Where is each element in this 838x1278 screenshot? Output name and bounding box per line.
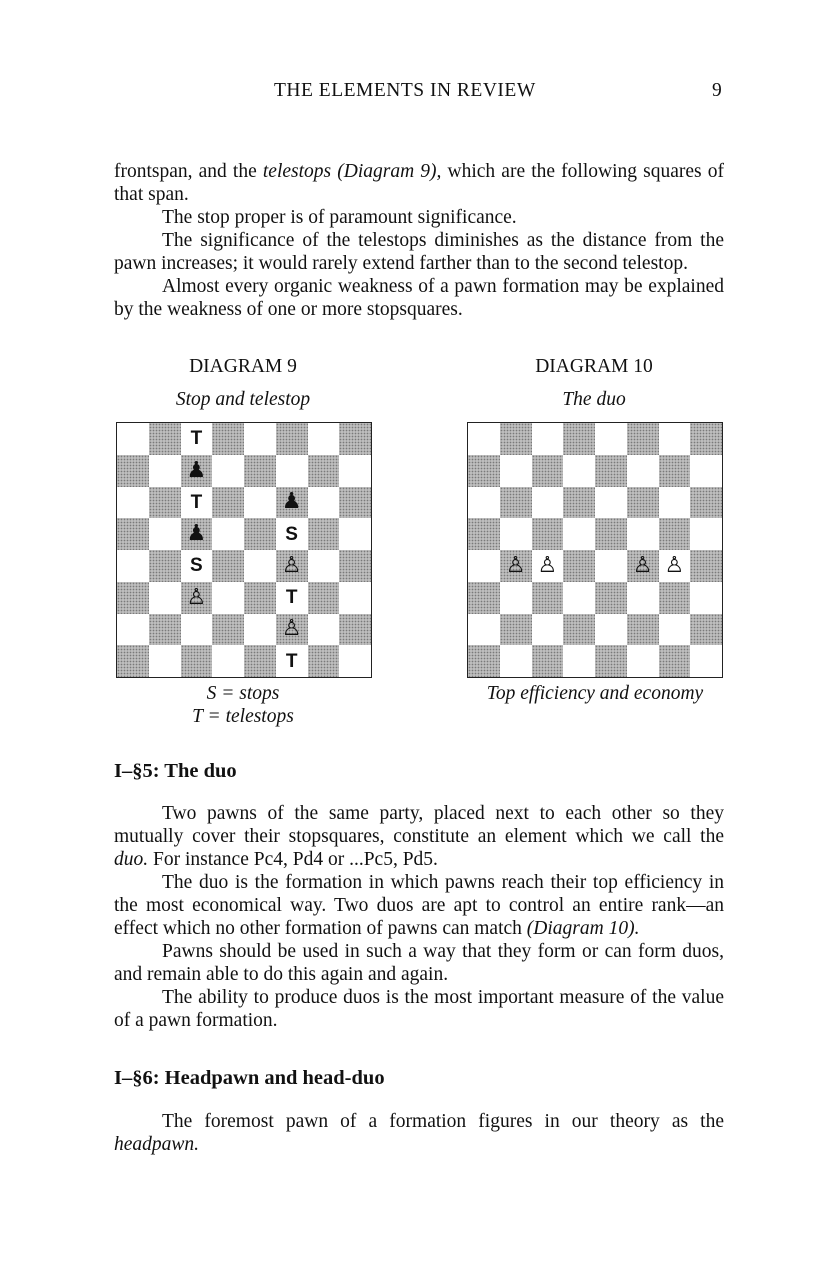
board-square xyxy=(690,487,722,519)
diagram-10-subtitle: The duo xyxy=(562,389,626,410)
board-square xyxy=(532,550,564,582)
board-square xyxy=(659,614,691,646)
board-square xyxy=(339,582,371,614)
board-square xyxy=(244,582,276,614)
paragraph: The duo is the formation in which pawns reach their top efficiency in the most economical way. Two duos are apt to control an entire rank—an effect which no other formation of pawns can match (Diagram 10). xyxy=(114,872,724,939)
board-square xyxy=(276,582,308,614)
stop-marker: S xyxy=(190,555,203,577)
board-square xyxy=(595,614,627,646)
board-square xyxy=(181,582,213,614)
board-square xyxy=(339,550,371,582)
stop-marker: S xyxy=(285,523,298,545)
board-square xyxy=(117,614,149,646)
board-square xyxy=(500,550,532,582)
board-square xyxy=(690,518,722,550)
white-pawn-icon: ♙ xyxy=(664,552,685,578)
diagram-9-subtitle: Stop and telestop xyxy=(175,389,311,410)
board-square xyxy=(690,582,722,614)
paragraph: The significance of the telestops diminishes as the distance from the pawn increases; it would rarely extend farther than to the second telestop. xyxy=(114,230,724,274)
board-square xyxy=(595,518,627,550)
board-square xyxy=(244,423,276,455)
board-square xyxy=(308,614,340,646)
board-square xyxy=(276,487,308,519)
board-square xyxy=(659,582,691,614)
board-square xyxy=(117,645,149,677)
board-square xyxy=(468,614,500,646)
board-square xyxy=(339,423,371,455)
board-square xyxy=(468,550,500,582)
board-square xyxy=(244,455,276,487)
board-square xyxy=(659,455,691,487)
board-square xyxy=(563,518,595,550)
board-square xyxy=(627,645,659,677)
diagram-9-caption xyxy=(116,682,370,728)
white-pawn-icon: ♙ xyxy=(281,616,302,642)
board-square xyxy=(563,582,595,614)
board-square xyxy=(212,582,244,614)
board-square xyxy=(276,550,308,582)
section-5-heading: I–§5: The duo xyxy=(114,760,237,782)
board-square xyxy=(149,423,181,455)
board-square xyxy=(690,550,722,582)
board-square xyxy=(276,645,308,677)
board-square xyxy=(308,645,340,677)
board-square xyxy=(117,518,149,550)
board-square xyxy=(181,645,213,677)
board-square xyxy=(149,550,181,582)
board-square xyxy=(244,614,276,646)
board-square xyxy=(563,645,595,677)
board-square xyxy=(500,582,532,614)
section-6-text xyxy=(114,1110,724,1156)
board-square xyxy=(468,423,500,455)
board-square xyxy=(627,550,659,582)
board-square xyxy=(339,614,371,646)
paragraph: frontspan, and the telestops (Diagram 9), which are the following squares of that span. xyxy=(114,161,724,205)
board-square xyxy=(149,487,181,519)
board-square xyxy=(244,487,276,519)
board-square xyxy=(690,423,722,455)
board-square xyxy=(532,487,564,519)
board-square xyxy=(276,423,308,455)
section-6-heading: I–§6: Headpawn and head-duo xyxy=(114,1067,385,1089)
board-square xyxy=(532,423,564,455)
paragraph: Almost every organic weakness of a pawn formation may be explained by the weakness of one or more stopsquares. xyxy=(114,276,724,320)
board-square xyxy=(690,614,722,646)
paragraph: The foremost pawn of a formation figures in our theory as the headpawn. xyxy=(114,1111,724,1155)
board-square xyxy=(532,582,564,614)
board-square xyxy=(500,645,532,677)
board-square xyxy=(468,455,500,487)
board-square xyxy=(659,645,691,677)
board-square xyxy=(339,645,371,677)
intro-text xyxy=(114,160,724,321)
board-square xyxy=(212,645,244,677)
board-square xyxy=(308,423,340,455)
white-pawn-icon: ♙ xyxy=(281,552,302,578)
board-square xyxy=(276,614,308,646)
board-square xyxy=(212,423,244,455)
board-square xyxy=(339,487,371,519)
board-square xyxy=(212,614,244,646)
board-square xyxy=(595,582,627,614)
white-pawn-icon: ♙ xyxy=(537,552,558,578)
board-square xyxy=(181,423,213,455)
black-pawn-icon: ♟ xyxy=(186,457,207,483)
white-pawn-icon: ♙ xyxy=(632,552,653,578)
board-square xyxy=(595,645,627,677)
telestop-marker: T xyxy=(285,587,298,609)
board-square xyxy=(659,423,691,455)
chessboard-diagram-10 xyxy=(467,422,723,678)
black-pawn-icon: ♟ xyxy=(186,521,207,547)
board-square xyxy=(308,582,340,614)
board-square xyxy=(149,614,181,646)
board-square xyxy=(627,582,659,614)
board-square xyxy=(532,614,564,646)
board-square xyxy=(627,614,659,646)
board-square xyxy=(563,455,595,487)
board-square xyxy=(117,550,149,582)
board-square xyxy=(500,614,532,646)
board-square xyxy=(244,550,276,582)
caption-telestops: T = telestops xyxy=(192,706,294,727)
board-square xyxy=(500,423,532,455)
board-square xyxy=(181,455,213,487)
board-square xyxy=(212,550,244,582)
caption-stops: S = stops xyxy=(206,683,280,704)
board-square xyxy=(500,487,532,519)
board-square xyxy=(532,645,564,677)
telestop-marker: T xyxy=(190,428,203,450)
board-square xyxy=(690,455,722,487)
board-square xyxy=(532,455,564,487)
board-square xyxy=(563,487,595,519)
white-pawn-icon: ♙ xyxy=(505,552,526,578)
board-square xyxy=(595,487,627,519)
board-square xyxy=(659,550,691,582)
white-pawn-icon: ♙ xyxy=(186,584,207,610)
board-square xyxy=(276,518,308,550)
board-square xyxy=(308,455,340,487)
board-square xyxy=(244,645,276,677)
running-header xyxy=(0,80,838,106)
board-square xyxy=(149,582,181,614)
board-square xyxy=(627,455,659,487)
paragraph: The stop proper is of paramount significance. xyxy=(162,207,517,228)
board-square xyxy=(563,423,595,455)
board-square xyxy=(627,423,659,455)
board-square xyxy=(117,423,149,455)
board-square xyxy=(149,518,181,550)
telestop-marker: T xyxy=(285,650,298,672)
board-square xyxy=(659,518,691,550)
board-square xyxy=(627,518,659,550)
running-title: THE ELEMENTS IN REVIEW xyxy=(274,80,536,101)
board-square xyxy=(563,614,595,646)
board-square xyxy=(117,455,149,487)
board-square xyxy=(339,455,371,487)
board-square xyxy=(276,455,308,487)
diagram-9-label: DIAGRAM 9 xyxy=(189,356,297,377)
board-square xyxy=(659,487,691,519)
board-square xyxy=(595,550,627,582)
board-square xyxy=(468,518,500,550)
board-square xyxy=(532,518,564,550)
board-square xyxy=(149,455,181,487)
chessboard-diagram-9 xyxy=(116,422,372,678)
board-square xyxy=(563,550,595,582)
board-square xyxy=(212,455,244,487)
board-square xyxy=(468,487,500,519)
black-pawn-icon: ♟ xyxy=(281,489,302,515)
telestop-marker: T xyxy=(190,491,203,513)
page-number: 9 xyxy=(712,80,722,101)
section-5-text xyxy=(114,802,724,1032)
board-square xyxy=(212,487,244,519)
board-square xyxy=(181,487,213,519)
board-square xyxy=(308,518,340,550)
diagram-10-caption: Top efficiency and economy xyxy=(486,683,704,704)
board-square xyxy=(627,487,659,519)
board-square xyxy=(181,550,213,582)
diagram-10-label: DIAGRAM 10 xyxy=(535,356,653,377)
paragraph: Two pawns of the same party, placed next to each other so they mutually cover their stopsquares, constitute an element which we call the duo. For instance Pc4, Pd4 or ...Pc5, Pd5. xyxy=(114,803,724,870)
board-square xyxy=(244,518,276,550)
board-square xyxy=(468,645,500,677)
board-square xyxy=(595,455,627,487)
board-square xyxy=(308,487,340,519)
board-square xyxy=(339,518,371,550)
board-square xyxy=(500,455,532,487)
board-square xyxy=(690,645,722,677)
board-square xyxy=(212,518,244,550)
board-square xyxy=(117,487,149,519)
paragraph: Pawns should be used in such a way that they form or can form duos, and remain able to do this again and again. xyxy=(114,941,724,985)
paragraph: The ability to produce duos is the most important measure of the value of a pawn formation. xyxy=(114,987,724,1031)
board-square xyxy=(181,614,213,646)
board-square xyxy=(181,518,213,550)
board-square xyxy=(500,518,532,550)
board-square xyxy=(117,582,149,614)
board-square xyxy=(468,582,500,614)
board-square xyxy=(308,550,340,582)
board-square xyxy=(149,645,181,677)
board-square xyxy=(595,423,627,455)
